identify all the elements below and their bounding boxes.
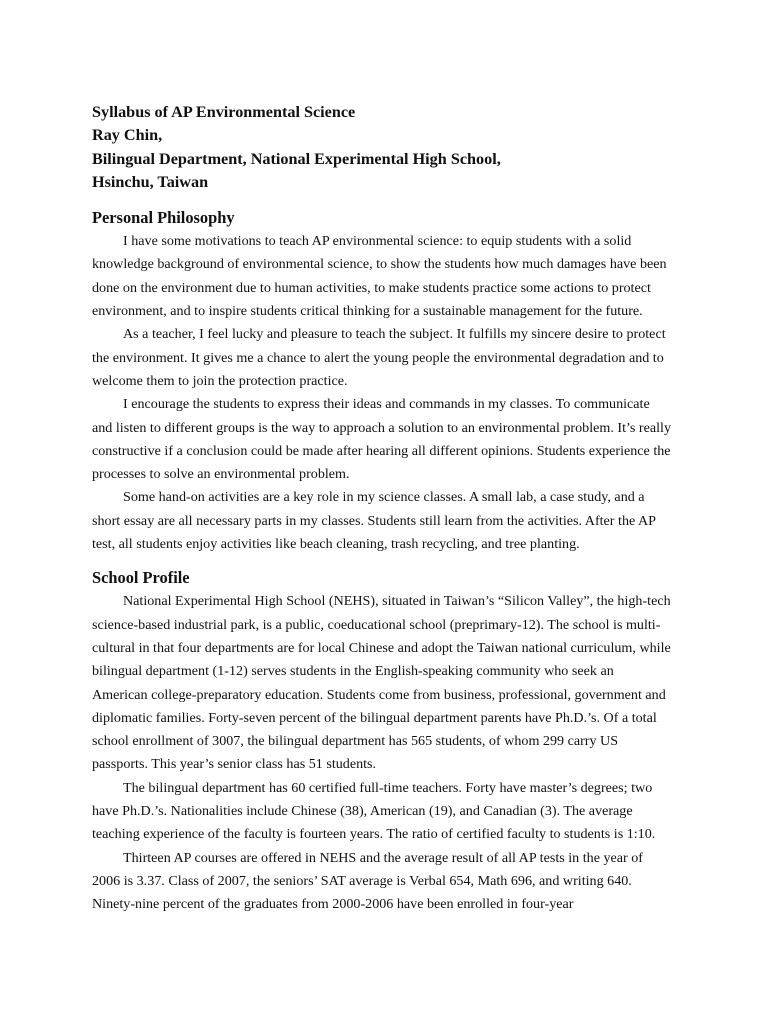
philosophy-paragraph: I encourage the students to express their ideas and commands in my classes. To communicate and listen to different groups is the way to approach a solution to an environmental problem. It’s really constructive if a conclusion could be made after hearing all different opinions. Students experience the processes to solve an environmental problem. [92, 396, 672, 483]
document-page [92, 101, 672, 917]
section-heading-school-profile: School Profile [92, 568, 190, 588]
school-profile-section [92, 566, 672, 916]
personal-philosophy-section [92, 206, 672, 556]
philosophy-paragraph: Some hand-on activities are a key role in my science classes. A small lab, a case study, and a short essay are all necessary parts in my classes. Students still learn from the activities. After the AP test, all students enjoy activities like beach cleaning, trash recycling, and tree planting. [92, 489, 656, 553]
profile-paragraph: The bilingual department has 60 certified full-time teachers. Forty have master’s degrees; two have Ph.D.’s. Nationalities include Chinese (38), American (19), and Canadian (3). The average teaching experience of the faculty is fourteen years. The ratio of certified faculty to students is 1:10. [92, 779, 656, 843]
author-name: Ray Chin, [92, 126, 163, 145]
author-location: Hsinchu, Taiwan [92, 172, 209, 191]
section-heading-philosophy: Personal Philosophy [92, 208, 235, 228]
philosophy-paragraph: I have some motivations to teach AP environmental science: to equip students with a solid knowledge background of environmental science, to show the students how much damages have been done on the environment due to human activities, to make students practice some actions to protect environment, and to inspire students critical thinking for a sustainable management for the future. [92, 233, 667, 320]
document-title: Syllabus of AP Environmental Science [92, 103, 356, 121]
profile-paragraph: National Experimental High School (NEHS), situated in Taiwan’s “Silicon Valley”, the high-tech science-based industrial park, is a public, coeducational school (preprimary-12). The school is multi-cultural in that four departments are for local Chinese and adopt the Taiwan national curriculum, while bilingual department (1-12) serves students in the English-speaking community who seek an American college-preparatory education. Students come from business, professional, government and diplomatic families. Forty-seven percent of the bilingual department parents have Ph.D.’s. Of a total school enrollment of 3007, the bilingual department has 565 students, of whom 299 carry US passports. This year’s senior class has 51 students. [92, 593, 671, 773]
philosophy-paragraph: As a teacher, I feel lucky and pleasure to teach the subject. It fulfills my sincere desire to protect the environment. It gives me a chance to alert the young people the environmental degradation and to welcome them to join the protection practice. [92, 326, 666, 389]
document-header [92, 101, 672, 194]
profile-paragraph: Thirteen AP courses are offered in NEHS and the average result of all AP tests in the year of 2006 is 3.37. Class of 2007, the seniors’ SAT average is Verbal 654, Math 696, and writing 640. Ninety-nine percent of the graduates from 2000-2006 have been enrolled in four-year [92, 849, 644, 913]
author-department: Bilingual Department, National Experimental High School, [92, 149, 501, 168]
